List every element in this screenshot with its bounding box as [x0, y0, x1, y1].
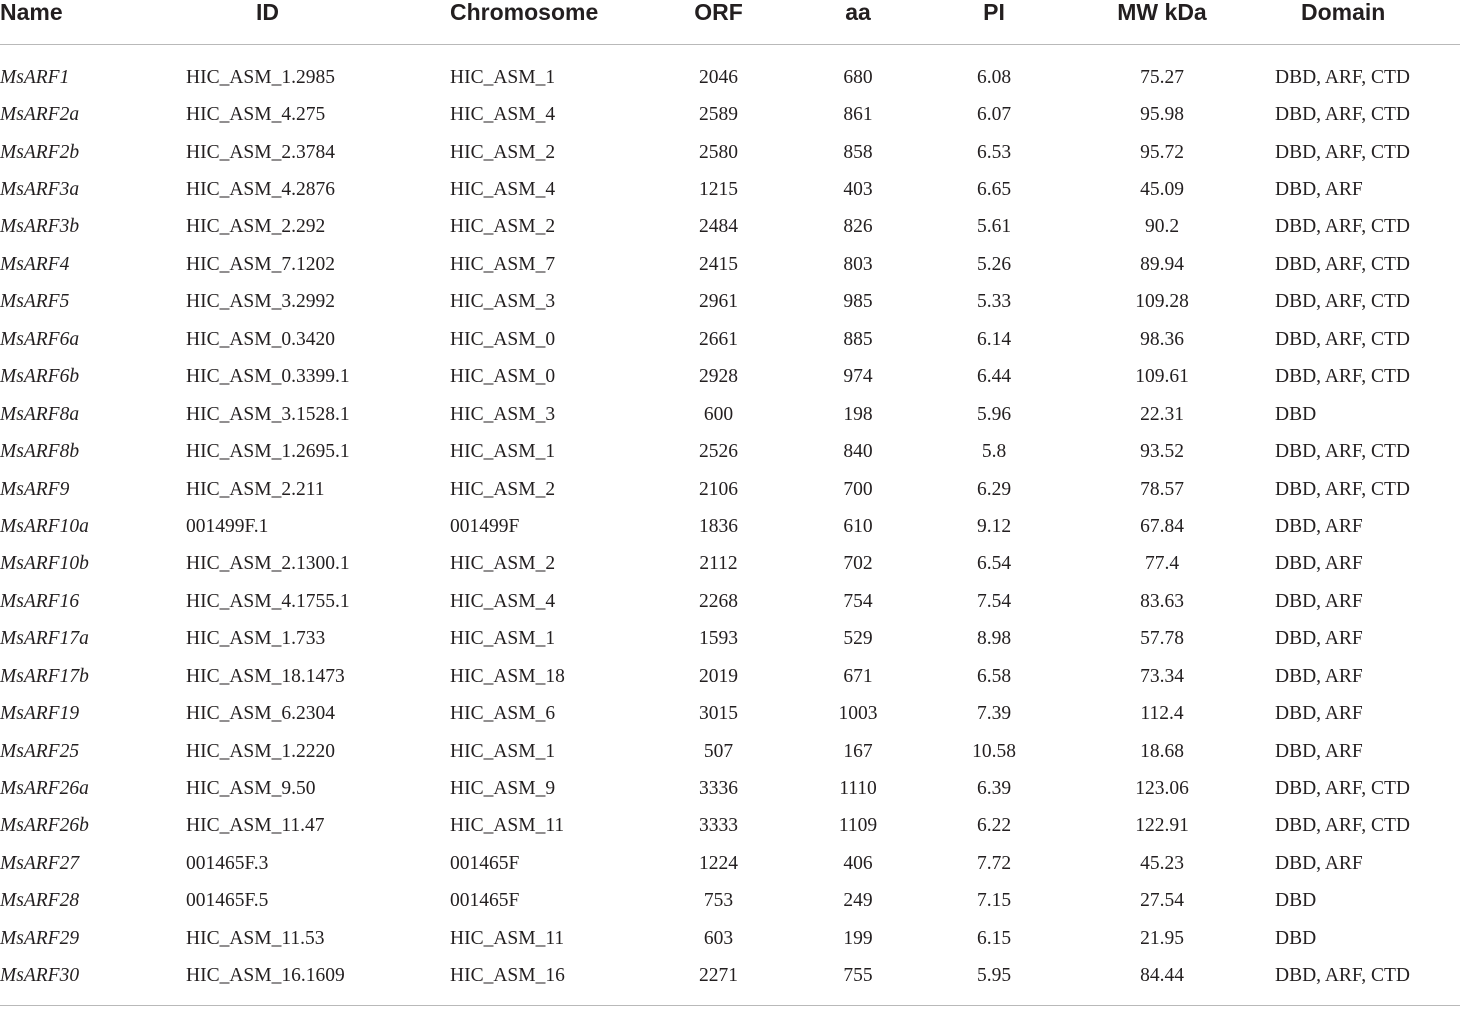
cell-aa: 1110 — [839, 778, 877, 800]
cell-mw: 27.54 — [1140, 890, 1184, 912]
cell-name: MsARF1 — [0, 66, 70, 88]
cell-mw: 112.4 — [1140, 703, 1184, 725]
cell-pi: 6.29 — [976, 478, 1012, 500]
cell-pi: 5.33 — [976, 291, 1012, 313]
cell-mw: 95.98 — [1140, 104, 1184, 126]
cell-aa: 700 — [843, 478, 873, 500]
table-row — [0, 284, 1460, 321]
cell-chromosome: HIC_ASM_3 — [450, 291, 556, 313]
table-row — [0, 433, 1460, 470]
table-row — [0, 359, 1460, 396]
cell-orf: 2526 — [699, 441, 738, 463]
cell-mw: 77.4 — [1144, 553, 1180, 575]
cell-mw: 84.44 — [1049, 958, 1275, 1006]
cell-aa: 861 — [843, 104, 873, 126]
cell-id: HIC_ASM_0.3399.1 — [186, 366, 350, 388]
cell-domain: DBD, ARF — [1275, 665, 1363, 687]
cell-chromosome: HIC_ASM_2 — [450, 141, 556, 163]
cell-chromosome: HIC_ASM_11 — [450, 815, 565, 837]
cell-mw: 98.36 — [1140, 328, 1184, 350]
table-row — [0, 658, 1460, 695]
table-row — [0, 96, 1460, 133]
table-row — [0, 45, 1460, 97]
cell-pi: 5.96 — [976, 403, 1012, 425]
cell-id: HIC_ASM_18.1473 — [186, 665, 345, 687]
cell-domain: DBD, ARF — [1275, 740, 1363, 762]
cell-domain: DBD, ARF, CTD — [1275, 141, 1410, 163]
cell-orf: 753 — [703, 890, 734, 912]
cell-id: HIC_ASM_2.3784 — [186, 141, 335, 163]
table-row — [0, 134, 1460, 171]
cell-chromosome: HIC_ASM_0 — [450, 366, 556, 388]
cell-name: MsARF26a — [0, 778, 89, 800]
cell-orf: 1593 — [699, 628, 738, 650]
table-row — [0, 808, 1460, 845]
cell-chromosome: 001465F — [450, 852, 520, 874]
cell-domain: DBD — [1275, 927, 1317, 949]
cell-pi: 10.58 — [972, 740, 1016, 762]
table-row — [0, 471, 1460, 508]
cell-chromosome: HIC_ASM_0 — [450, 328, 556, 350]
cell-pi: 7.39 — [976, 703, 1012, 725]
cell-id: HIC_ASM_4.2876 — [186, 179, 335, 201]
cell-orf: 2106 — [699, 478, 738, 500]
cell-domain: DBD, ARF, CTD — [1275, 66, 1410, 88]
header-orf: ORF — [660, 0, 777, 45]
cell-orf: 2112 — [699, 553, 738, 575]
table-row — [0, 321, 1460, 358]
cell-name: MsARF2a — [0, 104, 80, 126]
cell-name: MsARF17a — [0, 628, 89, 650]
cell-aa: 167 — [843, 740, 873, 762]
cell-orf: 507 — [703, 740, 734, 762]
cell-aa: 702 — [843, 553, 873, 575]
cell-pi: 6.54 — [976, 553, 1012, 575]
cell-orf: 2961 — [699, 291, 738, 313]
cell-chromosome: HIC_ASM_7 — [450, 253, 556, 275]
cell-aa: 826 — [843, 216, 873, 238]
cell-mw: 75.27 — [1140, 66, 1184, 88]
cell-name: MsARF2b — [0, 141, 80, 163]
cell-chromosome: HIC_ASM_4 — [450, 179, 556, 201]
cell-name: MsARF27 — [0, 852, 80, 874]
table-row — [0, 621, 1460, 658]
cell-domain: DBD, ARF — [1275, 852, 1363, 874]
cell-id: HIC_ASM_6.2304 — [186, 703, 335, 725]
cell-name: MsARF6b — [0, 366, 80, 388]
cell-aa: 249 — [843, 890, 873, 912]
cell-pi: 6.44 — [976, 366, 1012, 388]
cell-aa: 974 — [843, 366, 873, 388]
cell-pi: 6.07 — [976, 104, 1012, 126]
cell-id: HIC_ASM_2.1300.1 — [186, 553, 350, 575]
cell-id: HIC_ASM_11.47 — [186, 815, 325, 837]
cell-aa: 403 — [843, 179, 873, 201]
cell-aa: 803 — [843, 253, 873, 275]
cell-aa: 406 — [843, 852, 873, 874]
cell-name: MsARF28 — [0, 890, 80, 912]
cell-orf: 2268 — [699, 590, 738, 612]
cell-pi: 6.22 — [976, 815, 1012, 837]
cell-orf: 2415 — [699, 253, 738, 275]
cell-aa: 858 — [843, 141, 873, 163]
cell-pi: 7.15 — [976, 890, 1012, 912]
cell-id: HIC_ASM_4.275 — [186, 104, 326, 126]
cell-mw: 45.09 — [1140, 179, 1184, 201]
cell-chromosome: HIC_ASM_2 — [450, 553, 556, 575]
cell-chromosome: HIC_ASM_2 — [450, 478, 556, 500]
cell-aa: 985 — [843, 291, 873, 313]
table-row — [0, 508, 1460, 545]
cell-chromosome: HIC_ASM_6 — [450, 703, 556, 725]
cell-mw: 22.31 — [1140, 403, 1184, 425]
cell-id: HIC_ASM_2.211 — [186, 478, 325, 500]
cell-mw: 122.91 — [1135, 815, 1189, 837]
cell-id: HIC_ASM_16.1609 — [186, 958, 450, 1006]
cell-id: 001499F.1 — [186, 515, 269, 537]
cell-domain: DBD, ARF, CTD — [1275, 778, 1410, 800]
cell-name: MsARF10a — [0, 515, 89, 537]
cell-domain: DBD, ARF — [1275, 179, 1363, 201]
cell-chromosome: HIC_ASM_2 — [450, 216, 556, 238]
cell-pi: 6.53 — [976, 141, 1012, 163]
cell-mw: 45.23 — [1140, 852, 1184, 874]
cell-name: MsARF8b — [0, 441, 80, 463]
cell-orf: 2661 — [699, 328, 738, 350]
cell-chromosome: HIC_ASM_1 — [450, 66, 556, 88]
cell-orf: 600 — [703, 403, 734, 425]
cell-domain: DBD, ARF — [1275, 628, 1363, 650]
cell-pi: 5.26 — [976, 253, 1012, 275]
table-row — [0, 920, 1460, 957]
cell-pi: 6.39 — [976, 778, 1012, 800]
cell-name: MsARF4 — [0, 253, 70, 275]
cell-domain: DBD — [1275, 403, 1317, 425]
cell-pi: 9.12 — [976, 515, 1012, 537]
cell-pi: 6.15 — [976, 927, 1012, 949]
cell-name: MsARF29 — [0, 927, 80, 949]
cell-orf: 1224 — [699, 852, 738, 874]
cell-chromosome: HIC_ASM_11 — [450, 927, 565, 949]
cell-chromosome: HIC_ASM_4 — [450, 104, 556, 126]
cell-chromosome: HIC_ASM_18 — [450, 665, 565, 687]
cell-domain: DBD, ARF, CTD — [1275, 815, 1410, 837]
cell-name: MsARF26b — [0, 815, 89, 837]
cell-id: HIC_ASM_1.2220 — [186, 740, 335, 762]
table-row — [0, 695, 1460, 732]
cell-name: MsARF25 — [0, 740, 80, 762]
cell-domain: DBD, ARF, CTD — [1275, 366, 1410, 388]
cell-id: HIC_ASM_1.2695.1 — [186, 441, 350, 463]
cell-orf: 2271 — [660, 958, 777, 1006]
header-pi: PI — [939, 0, 1049, 45]
cell-pi: 5.8 — [981, 441, 1007, 463]
cell-orf: 2928 — [699, 366, 738, 388]
cell-domain: DBD — [1275, 890, 1317, 912]
cell-pi: 7.72 — [976, 852, 1012, 874]
cell-domain: DBD, ARF, CTD — [1275, 328, 1410, 350]
table-row — [0, 171, 1460, 208]
cell-id: HIC_ASM_7.1202 — [186, 253, 335, 275]
cell-chromosome: HIC_ASM_1 — [450, 441, 556, 463]
table-body — [0, 45, 1460, 1006]
cell-id: HIC_ASM_9.50 — [186, 778, 316, 800]
cell-name: MsARF3a — [0, 179, 80, 201]
cell-aa: 885 — [843, 328, 873, 350]
cell-pi: 6.65 — [976, 179, 1012, 201]
cell-aa: 1003 — [838, 703, 878, 725]
table-row — [0, 209, 1460, 246]
cell-domain: DBD, ARF, CTD — [1275, 291, 1410, 313]
cell-orf: 2589 — [699, 104, 738, 126]
table-row — [0, 246, 1460, 283]
cell-aa: 610 — [843, 515, 873, 537]
header-aa: aa — [777, 0, 939, 45]
cell-orf: 1836 — [699, 515, 738, 537]
cell-mw: 57.78 — [1140, 628, 1184, 650]
cell-chromosome: HIC_ASM_1 — [450, 740, 556, 762]
cell-mw: 109.28 — [1135, 291, 1189, 313]
cell-chromosome: HIC_ASM_16 — [450, 958, 660, 1006]
cell-domain: DBD, ARF — [1275, 553, 1363, 575]
cell-name: MsARF8a — [0, 403, 80, 425]
cell-pi: 8.98 — [976, 628, 1012, 650]
cell-aa: 754 — [843, 590, 873, 612]
table-row — [0, 396, 1460, 433]
cell-domain: DBD, ARF — [1275, 703, 1363, 725]
cell-mw: 93.52 — [1140, 441, 1184, 463]
header-chromosome: Chromosome — [450, 0, 660, 45]
cell-id: 001465F.3 — [186, 852, 269, 874]
cell-domain: DBD, ARF, CTD — [1275, 253, 1410, 275]
cell-name: MsARF16 — [0, 590, 80, 612]
cell-domain: DBD, ARF, CTD — [1275, 216, 1410, 238]
header-domain: Domain — [1275, 0, 1460, 45]
cell-orf: 3333 — [699, 815, 738, 837]
cell-chromosome: HIC_ASM_9 — [450, 778, 556, 800]
cell-name: MsARF3b — [0, 216, 80, 238]
cell-orf: 2046 — [699, 66, 738, 88]
cell-name: MsARF9 — [0, 478, 70, 500]
cell-chromosome: 001465F — [450, 890, 520, 912]
cell-name: MsARF17b — [0, 665, 89, 687]
cell-domain: DBD, ARF, CTD — [1275, 478, 1410, 500]
header-mw: MW kDa — [1049, 0, 1275, 45]
table-row — [0, 583, 1460, 620]
cell-orf: 3015 — [699, 703, 738, 725]
cell-id: HIC_ASM_1.2985 — [186, 66, 335, 88]
cell-domain: DBD, ARF, CTD — [1275, 441, 1410, 463]
cell-id: HIC_ASM_1.733 — [186, 628, 326, 650]
cell-orf: 603 — [703, 927, 734, 949]
cell-chromosome: HIC_ASM_3 — [450, 403, 556, 425]
cell-mw: 78.57 — [1140, 478, 1184, 500]
table-row — [0, 733, 1460, 770]
cell-id: HIC_ASM_2.292 — [186, 216, 326, 238]
table-row — [0, 958, 1460, 1006]
cell-id: HIC_ASM_3.2992 — [186, 291, 335, 313]
table-row — [0, 845, 1460, 882]
table-row — [0, 546, 1460, 583]
cell-pi: 5.95 — [939, 958, 1049, 1006]
cell-mw: 18.68 — [1140, 740, 1184, 762]
cell-pi: 6.58 — [976, 665, 1012, 687]
cell-mw: 83.63 — [1140, 590, 1184, 612]
cell-orf: 3336 — [699, 778, 738, 800]
cell-mw: 21.95 — [1140, 927, 1184, 949]
cell-id: HIC_ASM_3.1528.1 — [186, 403, 350, 425]
cell-mw: 123.06 — [1135, 778, 1189, 800]
header-id: ID — [186, 0, 450, 45]
table-row — [0, 770, 1460, 807]
cell-pi: 7.54 — [976, 590, 1012, 612]
cell-mw: 73.34 — [1140, 665, 1184, 687]
cell-domain: DBD, ARF, CTD — [1275, 958, 1460, 1006]
cell-name: MsARF5 — [0, 291, 70, 313]
cell-chromosome: HIC_ASM_1 — [450, 628, 556, 650]
cell-id: HIC_ASM_11.53 — [186, 927, 325, 949]
header-row — [0, 0, 1460, 45]
cell-mw: 90.2 — [1144, 216, 1180, 238]
cell-mw: 95.72 — [1140, 141, 1184, 163]
cell-aa: 529 — [843, 628, 873, 650]
cell-name: MsARF10b — [0, 553, 89, 575]
cell-pi: 6.14 — [976, 328, 1012, 350]
cell-mw: 67.84 — [1140, 515, 1184, 537]
cell-orf: 2580 — [699, 141, 738, 163]
cell-domain: DBD, ARF, CTD — [1275, 104, 1410, 126]
cell-chromosome: 001499F — [450, 515, 520, 537]
cell-pi: 6.08 — [976, 66, 1012, 88]
cell-aa: 680 — [843, 66, 873, 88]
cell-aa: 671 — [843, 665, 873, 687]
cell-id: HIC_ASM_0.3420 — [186, 328, 335, 350]
cell-aa: 840 — [843, 441, 873, 463]
cell-orf: 2019 — [699, 665, 738, 687]
cell-name: MsARF6a — [0, 328, 80, 350]
cell-orf: 2484 — [699, 216, 738, 238]
cell-domain: DBD, ARF — [1275, 590, 1363, 612]
cell-id: 001465F.5 — [186, 890, 269, 912]
cell-name: MsARF19 — [0, 703, 80, 725]
cell-mw: 109.61 — [1135, 366, 1189, 388]
cell-aa: 755 — [777, 958, 939, 1006]
cell-aa: 199 — [843, 927, 873, 949]
cell-chromosome: HIC_ASM_4 — [450, 590, 556, 612]
cell-domain: DBD, ARF — [1275, 515, 1363, 537]
cell-aa: 198 — [843, 403, 873, 425]
cell-mw: 89.94 — [1140, 253, 1184, 275]
table-header — [0, 0, 1460, 45]
header-name: Name — [0, 0, 186, 45]
cell-pi: 5.61 — [976, 216, 1012, 238]
cell-aa: 1109 — [838, 815, 878, 837]
cell-name: MsARF30 — [0, 958, 186, 1006]
cell-orf: 1215 — [699, 179, 738, 201]
table-row — [0, 883, 1460, 920]
cell-id: HIC_ASM_4.1755.1 — [186, 590, 350, 612]
